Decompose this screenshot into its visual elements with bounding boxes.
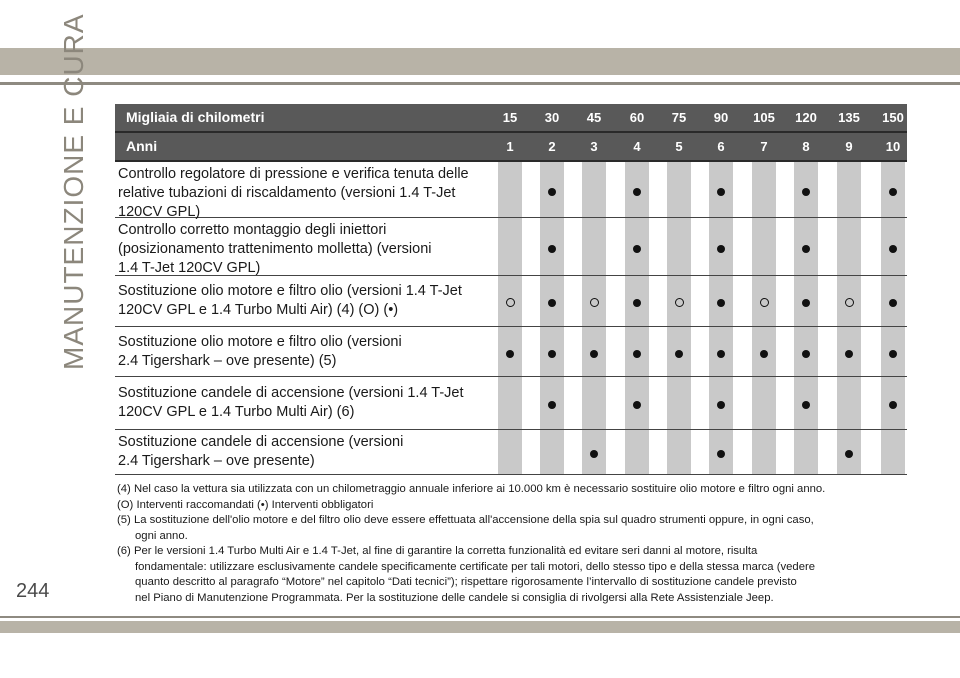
km-value: 60 bbox=[625, 104, 649, 131]
dot-glyph-icon bbox=[845, 450, 853, 458]
dot-glyph-icon bbox=[633, 401, 641, 409]
dot-glyph-icon bbox=[548, 299, 556, 307]
mandatory-dot-icon bbox=[540, 241, 564, 257]
mandatory-dot-icon bbox=[881, 184, 905, 200]
header-label: Migliaia di chilometri bbox=[126, 109, 265, 125]
year-value: 10 bbox=[881, 133, 905, 160]
footnote-6-cont-2: quanto descritto al paragrafo “Motore” nel capitolo “Dati tecnici”); rispettare rigorosamente l’intervallo di sostituzione candele previsto bbox=[135, 576, 797, 588]
row-description-line: Sostituzione candele di accensione (versioni 1.4 T-Jet bbox=[118, 385, 464, 401]
maintenance-table bbox=[115, 104, 907, 475]
mandatory-dot-icon bbox=[709, 295, 733, 311]
km-value: 105 bbox=[752, 104, 776, 131]
interval-column-cell bbox=[667, 218, 691, 275]
recommended-ring-icon bbox=[582, 295, 606, 311]
table-row bbox=[115, 162, 907, 218]
row-description-line: 120CV GPL e 1.4 Turbo Multi Air) (4) (O) (•) bbox=[118, 302, 399, 318]
mandatory-dot-icon bbox=[709, 397, 733, 413]
mandatory-dot-icon bbox=[540, 184, 564, 200]
interval-column-cell bbox=[582, 162, 606, 217]
dot-glyph-icon bbox=[889, 401, 897, 409]
mandatory-dot-icon bbox=[794, 241, 818, 257]
km-value: 75 bbox=[667, 104, 691, 131]
mandatory-dot-icon bbox=[582, 446, 606, 462]
interval-column-cell bbox=[582, 218, 606, 275]
km-header-row bbox=[115, 104, 907, 131]
table-row bbox=[115, 218, 907, 276]
year-value: 5 bbox=[667, 133, 691, 160]
table-row bbox=[115, 327, 907, 377]
mandatory-dot-icon bbox=[881, 241, 905, 257]
row-description-line: 2.4 Tigershark – ove presente) bbox=[118, 453, 315, 469]
row-description-line: 2.4 Tigershark – ove presente) (5) bbox=[118, 353, 337, 369]
footnote-5: (5) La sostituzione dell'olio motore e del filtro olio deve essere effettuata all'accensione della spia sul quadro strumenti oppure, in ogni caso, bbox=[117, 514, 814, 526]
mandatory-dot-icon bbox=[881, 295, 905, 311]
page-number: 244 bbox=[16, 580, 50, 602]
mandatory-dot-icon bbox=[709, 446, 733, 462]
dot-glyph-icon bbox=[548, 188, 556, 196]
dot-glyph-icon bbox=[845, 350, 853, 358]
footnote-6-cont-3: nel Piano di Manutenzione Programmata. Per la sostituzione delle candele si consiglia di rivolgersi alla Rete Assistenziale Jeep. bbox=[135, 591, 774, 604]
mandatory-dot-icon bbox=[794, 346, 818, 362]
dot-glyph-icon bbox=[717, 350, 725, 358]
dot-glyph-icon bbox=[717, 401, 725, 409]
interval-column-cell bbox=[837, 162, 861, 217]
interval-column-cell bbox=[794, 430, 818, 474]
ring-glyph-icon bbox=[760, 298, 769, 307]
table-row bbox=[115, 430, 907, 475]
dot-glyph-icon bbox=[717, 450, 725, 458]
dot-glyph-icon bbox=[633, 188, 641, 196]
mandatory-dot-icon bbox=[837, 346, 861, 362]
row-description-line: 120CV GPL) bbox=[118, 204, 201, 220]
mandatory-dot-icon bbox=[582, 346, 606, 362]
row-description-line: Sostituzione olio motore e filtro olio (versioni 1.4 T-Jet bbox=[118, 283, 462, 299]
km-value: 135 bbox=[837, 104, 861, 131]
interval-column-cell bbox=[582, 377, 606, 429]
year-value: 6 bbox=[709, 133, 733, 160]
interval-column-cell bbox=[837, 377, 861, 429]
ring-glyph-icon bbox=[506, 298, 515, 307]
dot-glyph-icon bbox=[506, 350, 514, 358]
interval-column-cell bbox=[881, 430, 905, 474]
dot-glyph-icon bbox=[802, 188, 810, 196]
mandatory-dot-icon bbox=[667, 346, 691, 362]
top-rule bbox=[0, 82, 960, 85]
dot-glyph-icon bbox=[717, 188, 725, 196]
mandatory-dot-icon bbox=[625, 295, 649, 311]
km-value: 30 bbox=[540, 104, 564, 131]
row-description-line: 120CV GPL e 1.4 Turbo Multi Air) (6) bbox=[118, 404, 355, 420]
dot-glyph-icon bbox=[590, 450, 598, 458]
recommended-ring-icon bbox=[752, 295, 776, 311]
interval-column-cell bbox=[540, 430, 564, 474]
row-description-line: Controllo corretto montaggio degli iniettori bbox=[118, 222, 387, 238]
ring-glyph-icon bbox=[590, 298, 599, 307]
mandatory-dot-icon bbox=[540, 346, 564, 362]
year-value: 3 bbox=[582, 133, 606, 160]
dot-glyph-icon bbox=[889, 299, 897, 307]
mandatory-dot-icon bbox=[498, 346, 522, 362]
bottom-decor-band bbox=[0, 621, 960, 633]
ring-glyph-icon bbox=[675, 298, 684, 307]
interval-column-cell bbox=[837, 218, 861, 275]
dot-glyph-icon bbox=[760, 350, 768, 358]
mandatory-dot-icon bbox=[881, 397, 905, 413]
mandatory-dot-icon bbox=[794, 295, 818, 311]
year-value: 7 bbox=[752, 133, 776, 160]
interval-column-cell bbox=[498, 430, 522, 474]
dot-glyph-icon bbox=[548, 401, 556, 409]
row-description-line: (posizionamento trattenimento molletta) (versioni bbox=[118, 241, 432, 257]
interval-column-cell bbox=[752, 377, 776, 429]
dot-glyph-icon bbox=[802, 299, 810, 307]
dot-glyph-icon bbox=[802, 245, 810, 253]
interval-column-cell bbox=[625, 430, 649, 474]
row-description-line: relative tubazioni di riscaldamento (versioni 1.4 T-Jet bbox=[118, 185, 456, 201]
legend-note: (O) Interventi raccomandati (•) Interventi obbligatori bbox=[117, 498, 374, 511]
dot-glyph-icon bbox=[633, 299, 641, 307]
interval-column-cell bbox=[498, 377, 522, 429]
interval-column-cell bbox=[498, 218, 522, 275]
top-decor-band bbox=[0, 48, 960, 75]
dot-glyph-icon bbox=[802, 350, 810, 358]
km-value: 120 bbox=[794, 104, 818, 131]
table-row bbox=[115, 276, 907, 327]
mandatory-dot-icon bbox=[540, 397, 564, 413]
year-value: 8 bbox=[794, 133, 818, 160]
interval-column-cell bbox=[667, 430, 691, 474]
interval-column-cell bbox=[667, 162, 691, 217]
recommended-ring-icon bbox=[498, 295, 522, 311]
dot-glyph-icon bbox=[590, 350, 598, 358]
footnotes bbox=[117, 482, 917, 606]
km-value: 150 bbox=[881, 104, 905, 131]
year-value: 9 bbox=[837, 133, 861, 160]
recommended-ring-icon bbox=[837, 295, 861, 311]
dot-glyph-icon bbox=[675, 350, 683, 358]
km-value: 15 bbox=[498, 104, 522, 131]
dot-glyph-icon bbox=[633, 350, 641, 358]
dot-glyph-icon bbox=[633, 245, 641, 253]
interval-column-cell bbox=[498, 162, 522, 217]
mandatory-dot-icon bbox=[881, 346, 905, 362]
dot-glyph-icon bbox=[889, 350, 897, 358]
interval-column-cell bbox=[752, 218, 776, 275]
mandatory-dot-icon bbox=[540, 295, 564, 311]
dot-glyph-icon bbox=[889, 245, 897, 253]
dot-glyph-icon bbox=[717, 245, 725, 253]
year-value: 2 bbox=[540, 133, 564, 160]
dot-glyph-icon bbox=[548, 350, 556, 358]
dot-glyph-icon bbox=[548, 245, 556, 253]
row-description-line: 1.4 T-Jet 120CV GPL) bbox=[118, 260, 261, 276]
footnote-4: (4) Nel caso la vettura sia utilizzata con un chilometraggio annuale inferiore ai 10.000 km è necessario sostituire olio motore e filtro ogni anno. bbox=[117, 483, 826, 495]
header-label: Anni bbox=[126, 138, 158, 154]
mandatory-dot-icon bbox=[625, 397, 649, 413]
dot-glyph-icon bbox=[717, 299, 725, 307]
interval-column-cell bbox=[667, 377, 691, 429]
mandatory-dot-icon bbox=[709, 184, 733, 200]
interval-column-cell bbox=[752, 162, 776, 217]
mandatory-dot-icon bbox=[794, 184, 818, 200]
recommended-ring-icon bbox=[667, 295, 691, 311]
interval-column-cell bbox=[752, 430, 776, 474]
row-description-line: Sostituzione candele di accensione (versioni bbox=[118, 434, 404, 450]
mandatory-dot-icon bbox=[625, 241, 649, 257]
ring-glyph-icon bbox=[845, 298, 854, 307]
year-value: 1 bbox=[498, 133, 522, 160]
row-description-line: Sostituzione olio motore e filtro olio (versioni bbox=[118, 334, 402, 350]
footnote-6-cont-1: fondamentale: utilizzare esclusivamente candele specificamente certificate per tali motori, dello stesso tipo e della stessa marca (vedere bbox=[135, 560, 816, 573]
dot-glyph-icon bbox=[889, 188, 897, 196]
mandatory-dot-icon bbox=[752, 346, 776, 362]
year-value: 4 bbox=[625, 133, 649, 160]
mandatory-dot-icon bbox=[794, 397, 818, 413]
mandatory-dot-icon bbox=[837, 446, 861, 462]
table-row bbox=[115, 377, 907, 430]
row-description-line: Controllo regolatore di pressione e verifica tenuta delle bbox=[118, 166, 469, 182]
km-value: 90 bbox=[709, 104, 733, 131]
mandatory-dot-icon bbox=[625, 184, 649, 200]
section-title: MANUTENZIONE E CURA bbox=[58, 13, 89, 370]
footnote-5-cont: ogni anno. bbox=[135, 529, 188, 542]
km-value: 45 bbox=[582, 104, 606, 131]
bottom-rule bbox=[0, 616, 960, 618]
footnote-6: (6) Per le versioni 1.4 Turbo Multi Air e 1.4 T-Jet, al fine di garantire la corretta funzionalità ed evitare seri danni al motore, risulta bbox=[117, 545, 758, 557]
mandatory-dot-icon bbox=[709, 241, 733, 257]
year-header-row bbox=[115, 133, 907, 160]
dot-glyph-icon bbox=[802, 401, 810, 409]
mandatory-dot-icon bbox=[709, 346, 733, 362]
mandatory-dot-icon bbox=[625, 346, 649, 362]
